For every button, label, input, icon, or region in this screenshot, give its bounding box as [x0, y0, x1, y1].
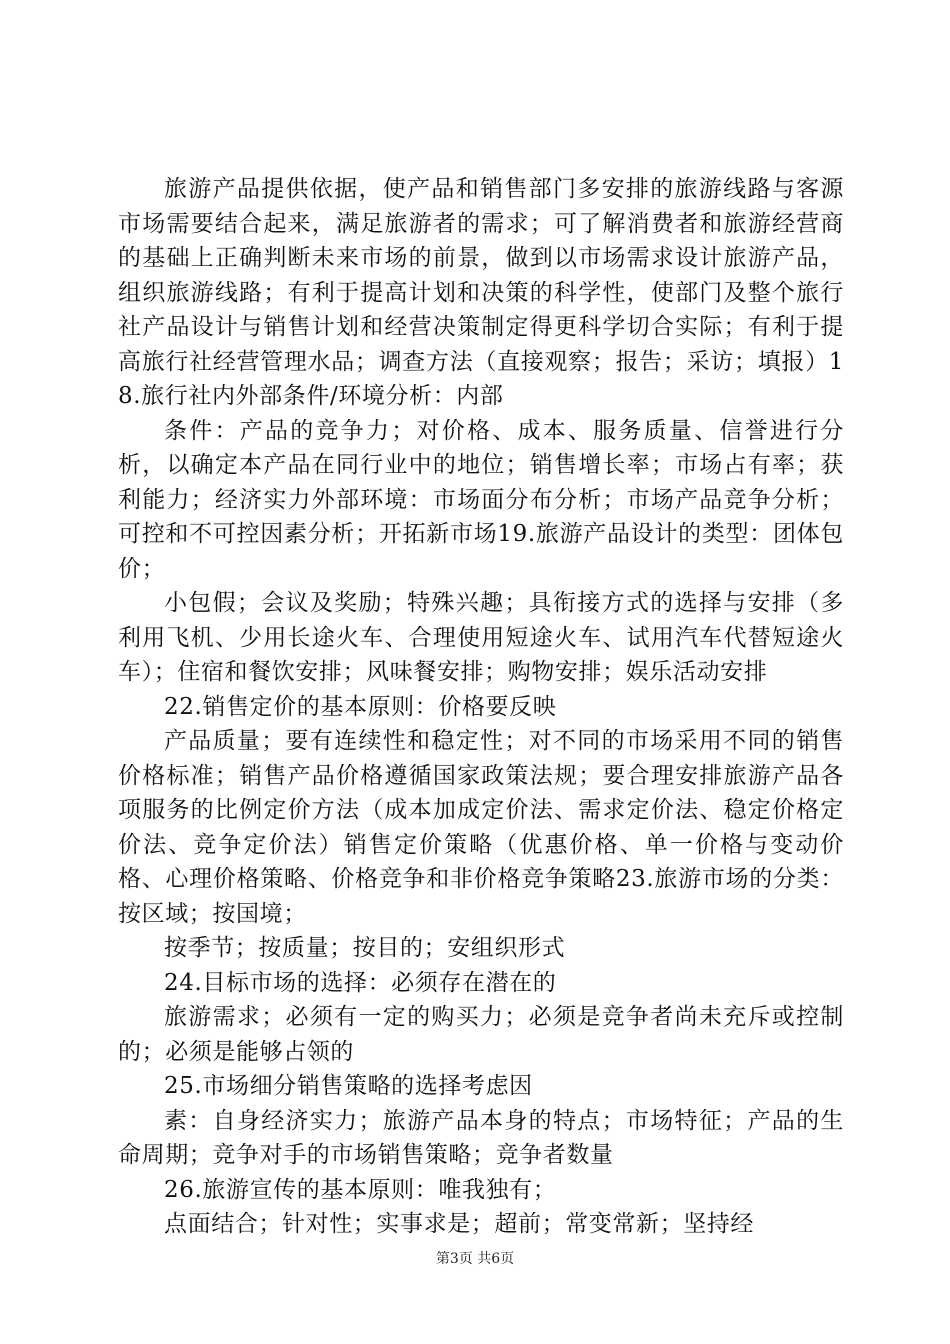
paragraph: 小包假；会议及奖励；特殊兴趣；具衔接方式的选择与安排（多利用飞机、少用长途火车、合理使用短途火车、试用汽车代替短途火车）；住宿和餐饮安排；风味餐安排；购物安排；娱乐活动安排 [118, 590, 844, 685]
paragraph: 旅游产品提供依据，使产品和销售部门多安排的旅游线路与客源市场需要结合起来，满足旅游者的需求；可了解消费者和旅游经营商的基础上正确判断未来市场的前景，做到以市场需求设计旅游产品，组织旅游线路；有利于提高计划和决策的科学性，使部门及整个旅行社产品设计与销售计划和经营决策制定得更科学切合实际；有利于提高旅行社经营管理水品；调查方法（直接观察；报告；采访；填报）18.旅行社内外部条件/环境分析：内部 [118, 176, 844, 409]
paragraph: 产品质量；要有连续性和稳定性；对不同的市场采用不同的销售价格标准；销售产品价格遵循国家政策法规；要合理安排旅游产品各项服务的比例定价方法（成本加成定价法、需求定价法、稳定价格定价法、竞争定价法）销售定价策略（优惠价格、单一价格与变动价格、心理价格策略、价格竞争和非价格竞争策略23.旅游市场的分类：按区域；按国境； [118, 728, 844, 927]
paragraph: 点面结合；针对性；实事求是；超前；常变常新；坚持经 [164, 1211, 754, 1237]
paragraph: 素：自身经济实力；旅游产品本身的特点；市场特征；产品的生命周期；竞争对手的市场销售策略；竞争者数量 [118, 1107, 844, 1168]
paragraph: 25.市场细分销售策略的选择考虑因 [164, 1073, 533, 1099]
page-number-footer: 第3页 共6页 [435, 1251, 515, 1267]
paragraph: 26.旅游宣传的基本原则：唯我独有； [164, 1176, 557, 1203]
paragraph: 24.目标市场的选择：必须存在潜在的 [164, 969, 557, 996]
paragraph: 按季节；按质量；按目的；安组织形式 [164, 935, 566, 961]
document-body [118, 172, 844, 1242]
paragraph: 条件：产品的竞争力；对价格、成本、服务质量、信誉进行分析，以确定本产品在同行业中的地位；销售增长率；市场占有率；获利能力；经济实力外部环境：市场面分布分析；市场产品竞争分析；可控和不可控因素分析；开拓新市场19.旅游产品设计的类型：团体包价； [118, 417, 844, 582]
paragraph: 22.销售定价的基本原则：价格要反映 [164, 693, 557, 720]
paragraph: 旅游需求；必须有一定的购买力；必须是竞争者尚未充斥或控制的；必须是能够占领的 [118, 1004, 844, 1065]
